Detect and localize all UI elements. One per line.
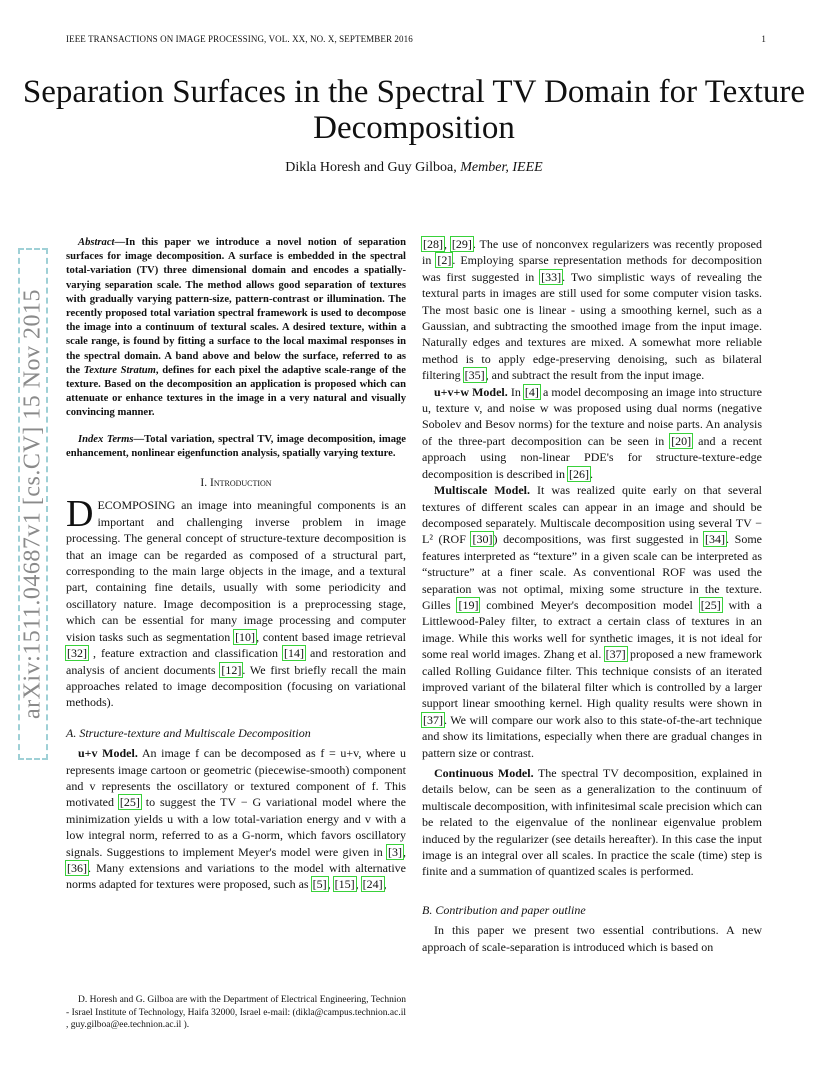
citation-link[interactable]: [4] bbox=[524, 384, 539, 399]
arxiv-stamp-text: arXiv:1511.04687v1 [cs.CV] 15 Nov 2015 bbox=[19, 288, 46, 720]
left-column bbox=[66, 236, 406, 893]
uv-text: , bbox=[355, 877, 362, 892]
abstract-text-cont: , defines for each pixel the adaptive scale-range of the texture. Based on the decomposition an application is proposed which can attenuate or enhance textures in the image in a very natural and visually convincing manner. bbox=[66, 364, 406, 419]
body-text: with a Littlewood-Paley filter, to extract a certain class of textures in an image. While this works well for synthetic images, it is not ideal for some real world images. Zhang et al. bbox=[422, 597, 762, 662]
body-text: , bbox=[444, 237, 451, 251]
authors bbox=[0, 160, 828, 176]
uv-text: to suggest the TV − G variational model where the minimization yields u with a low total-variation energy and v with a low integral norm, referred to as a G-norm, which favors oscillatory signals. Suggestions to implement Meyer's model were given in bbox=[66, 795, 406, 859]
uv-text: . Many extensions and variations to the model with alternative norms adapted for textures were proposed, such as bbox=[66, 860, 406, 892]
body-text: . Two simplistic ways of revealing the textural parts in images are still used for some computer vision tasks. The most basic one is linear - using a smoothing kernel, such as a Gaussian, and subtracting the smoothed image from the input image. Naturally edges and textures are mixed. A somewhat more reliable method is to apply edge-preserving denoising, such as bilateral filtering bbox=[422, 269, 763, 383]
body-text: proposed a new framework called Rolling Guidance filter. This technique consists of an iterated improved variant of the bilateral filter which is controlled by a larger support linear smoothing kernel. High quality results were shown in bbox=[422, 647, 762, 711]
intro-text: . We first briefly recall the main approaches related to image decomposition (focusing on variational methods). bbox=[66, 662, 406, 710]
body-text: . Employing sparse representation methods for decomposition was first suggested in bbox=[422, 253, 762, 284]
paper-title: Separation Surfaces in the Spectral TV Domain for Texture Decomposition bbox=[22, 74, 806, 146]
body-text: . The use of nonconvex regularizers was recently proposed in bbox=[422, 237, 762, 268]
citation-link[interactable]: [5] bbox=[312, 877, 327, 892]
citation-link[interactable]: [25] bbox=[119, 795, 140, 810]
body-text: In bbox=[507, 384, 524, 399]
uv-model-paragraph bbox=[66, 745, 406, 893]
footnote: D. Horesh and G. Gilboa are with the Department of Electrical Engineering, Technion - Israel Institute of Technology, Haifa 32000, Israel e-mail: (dikla@campus.technion.ac.il , guy.gilboa@ee.technion.ac.il ). bbox=[66, 995, 406, 1031]
uvw-model-label: u+v+w Model. bbox=[434, 384, 508, 399]
intro-text: and restoration and analysis of ancient documents bbox=[66, 646, 407, 677]
citation-link[interactable]: [37] bbox=[423, 712, 443, 727]
continuous-model-label: Continuous Model. bbox=[434, 766, 534, 780]
citation-link[interactable]: [12] bbox=[221, 662, 242, 677]
index-terms-text: —Total variation, spectral TV, image decomposition, image enhancement, nonlinear eigenfunction analysis, spatially varying texture. bbox=[66, 433, 406, 459]
right-column bbox=[422, 236, 762, 955]
citation-link[interactable]: [35] bbox=[464, 368, 485, 383]
body-text: , and subtract the result from the input image. bbox=[485, 368, 705, 383]
journal-header: IEEE TRANSACTIONS ON IMAGE PROCESSING, VOL. XX, NO. X, SEPTEMBER 2016 bbox=[66, 34, 413, 44]
intro-paragraph bbox=[66, 493, 407, 710]
multiscale-model-paragraph bbox=[422, 482, 762, 761]
page-number: 1 bbox=[761, 34, 766, 44]
citation-link[interactable]: [3] bbox=[388, 844, 402, 859]
subsection-heading-a: A. Structure-texture and Multiscale Decomposition bbox=[66, 725, 311, 740]
uv-text: An image f can be decomposed as f = u+v, where u represents image cartoon or geometric (piecewise-smooth) component and v represents the oscillatory or textured component of f. This motivated bbox=[66, 746, 407, 810]
section-heading-introduction: I. Introduction bbox=[200, 477, 272, 490]
subsection-heading-b: B. Contribution and paper outline bbox=[422, 902, 586, 917]
body-text: . Some features interpreted as “texture” in a given scale can be interpreted as “structure” at a finer scale. As conventional ROF was used the separation was not optimal, mixing some structure in the texture. Gilles bbox=[422, 532, 762, 612]
citation-link[interactable]: [26] bbox=[568, 466, 589, 481]
abstract bbox=[66, 236, 406, 421]
index-terms-label: Index Terms bbox=[78, 433, 134, 445]
index-terms bbox=[66, 433, 406, 461]
citation-link[interactable]: [30] bbox=[472, 532, 493, 547]
citation-link[interactable]: [32] bbox=[67, 646, 87, 661]
author-names: Dikla Horesh and Guy Gilboa, bbox=[285, 160, 457, 175]
citation-link[interactable]: [15] bbox=[334, 877, 355, 892]
citation-link[interactable]: [33] bbox=[541, 269, 562, 284]
citation-link[interactable]: [2] bbox=[437, 253, 452, 268]
continuous-model-paragraph bbox=[422, 765, 762, 880]
abstract-text: —In this paper we introduce a novel notion of separation surfaces for image decomposition. A surface is embedded in the spectral total-variation (TV) three dimensional domain and encodes a spatially-varying separation scale. The method allows good separation of textures with gradually varying pattern-size, pattern-contrast or illumination. The recently proposed total variation spectral framework is used to decompose the image into a continuum of textural scales. A desired texture, within a scale range, is found by fitting a surface to the local maximal responses in the spectral domain. A band above and below the surface, referred to as the bbox=[66, 237, 406, 376]
multiscale-model-label: Multiscale Model. bbox=[434, 483, 530, 498]
uv-text: , bbox=[383, 877, 387, 892]
uvw-model-paragraph bbox=[422, 384, 762, 482]
citation-link[interactable]: [28] bbox=[423, 237, 443, 251]
right-paragraph-1 bbox=[422, 236, 762, 384]
citation-link[interactable]: [24] bbox=[362, 877, 383, 892]
citation-link[interactable]: [34] bbox=[705, 532, 726, 547]
citation-link[interactable]: [37] bbox=[605, 647, 626, 662]
body-text: ) decompositions, was first suggested in bbox=[493, 532, 705, 547]
author-role: Member, IEEE bbox=[460, 160, 543, 175]
arxiv-stamp bbox=[18, 248, 48, 760]
abstract-term: Texture Stratum bbox=[83, 364, 156, 376]
abstract-label: Abstract bbox=[78, 237, 115, 248]
body-text: The spectral TV decomposition, explained in details below, can be seen as a generalization to the continuum of multiscale decomposition, with infinitesimal scale precision which can be related to the eigenvalue of the nonlinear eigenvalue problem induced by the regularizer (see details hereafter). In this case the input image is an integral over all scales. In practice the scale (time) step is finite and a summation of quantized scales is performed. bbox=[422, 766, 763, 879]
citation-link[interactable]: [10] bbox=[235, 629, 256, 644]
running-header bbox=[66, 34, 766, 44]
body-text: a model decomposing an image into structure u, texture v, and noise w was proposed using dual norms (negative Sobolev and Besov norms) for the texture and noise parts. An analysis of the three-part decomposition can be seen in bbox=[422, 384, 762, 448]
body-text: combined Meyer's decomposition model bbox=[479, 597, 700, 612]
body-text: and a recent approach using non-linear PDE's for structure-texture-edge decomposition is described in bbox=[422, 433, 762, 481]
contribution-paragraph: In this paper we present two essential contributions. A new approach of scale-separation is introduced which is based on bbox=[422, 923, 762, 954]
intro-text: ECOMPOSING an image into meaningful components is an important and challenging inverse problem in image processing. The general concept of structure-texture decomposition is that an image can be regarded as composed of a structural part, corresponding to the main large objects in the image, and a textural part, containing fine details, usually with some periodicity and oscillatory nature. Image decomposition is a preprocessing stage, which can be essential for many image processing and computer vision tasks such as segmentation bbox=[66, 498, 406, 644]
intro-text: , content based image retrieval bbox=[256, 629, 406, 644]
citation-link[interactable]: [20] bbox=[671, 433, 692, 448]
uv-text: , bbox=[403, 844, 406, 859]
drop-cap: D bbox=[66, 493, 94, 536]
uv-text: , bbox=[327, 877, 334, 892]
body-text: It was realized quite early on that several textures of different scales can appear in an image and should be decomposed separately. Multiscale decomposition using several TV − L² (ROF bbox=[422, 483, 762, 547]
body-text: . We will compare our work also to this state-of-the-art technique and show its limitations, especially when there are gradual changes in pattern size or contrast. bbox=[422, 712, 762, 760]
intro-text: , feature extraction and classification bbox=[88, 646, 283, 661]
citation-link[interactable]: [19] bbox=[458, 597, 479, 612]
citation-link[interactable]: [29] bbox=[451, 237, 472, 251]
citation-link[interactable]: [36] bbox=[67, 860, 87, 875]
body-text: . bbox=[589, 466, 593, 481]
citation-link[interactable]: [25] bbox=[700, 597, 721, 612]
citation-link[interactable]: [14] bbox=[284, 646, 304, 661]
uv-model-label: u+v Model. bbox=[78, 746, 138, 761]
